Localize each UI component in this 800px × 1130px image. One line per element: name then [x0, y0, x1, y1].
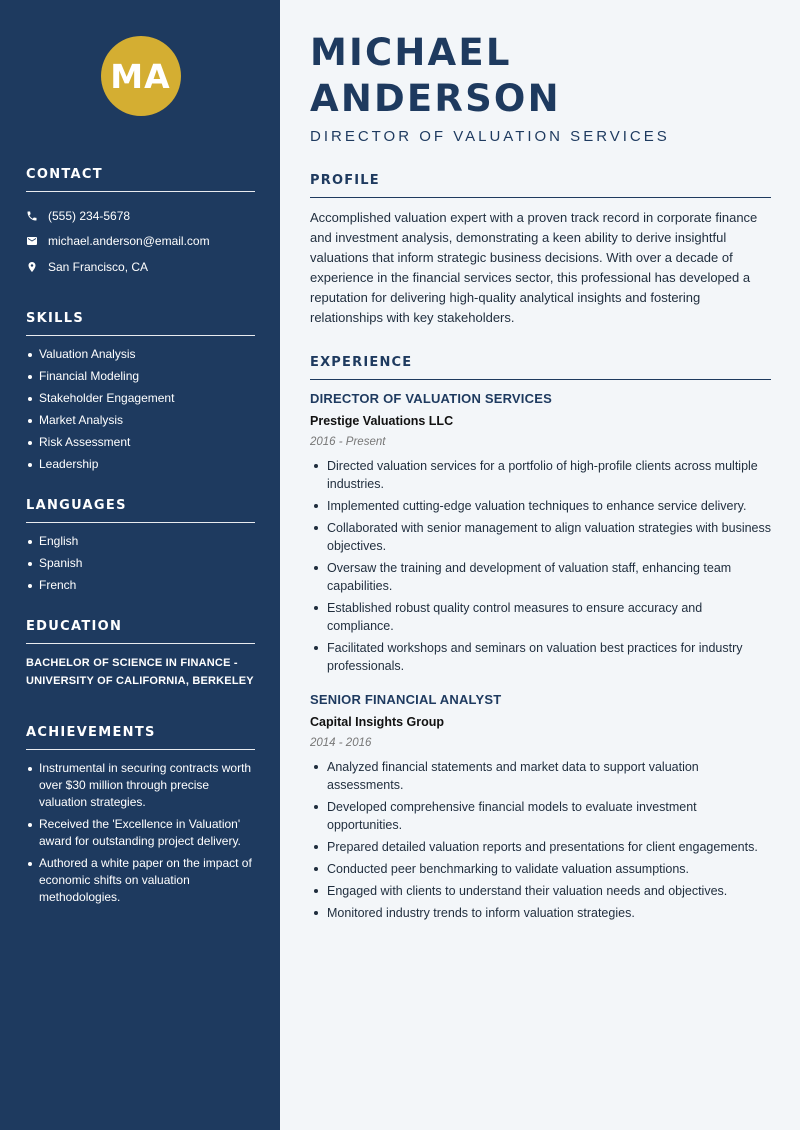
skills-heading: SKILLS — [26, 310, 85, 326]
candidate-name: MICHAEL ANDERSON — [310, 31, 561, 120]
job-role: DIRECTOR OF VALUATION SERVICES — [310, 391, 552, 406]
avatar: MA — [101, 36, 181, 116]
experience-section — [310, 355, 771, 922]
divider — [26, 335, 255, 336]
job-bullets — [310, 758, 771, 922]
list-item: Received the 'Excellence in Valuation' award for outstanding project delivery. — [26, 816, 255, 850]
job-company: Capital Insights Group — [310, 715, 445, 729]
list-item: Developed comprehensive financial models to evaluate investment opportunities. — [310, 798, 771, 834]
divider — [26, 643, 255, 644]
contact-list — [26, 203, 255, 280]
job-dates: 2016 - Present — [310, 436, 386, 448]
contact-phone — [26, 203, 255, 229]
list-item: Leadership — [26, 456, 255, 473]
job-bullets — [310, 457, 771, 675]
profile-heading: PROFILE — [310, 173, 380, 188]
location-pin-icon — [26, 261, 38, 273]
avatar-wrap — [26, 0, 255, 116]
job-entry — [310, 692, 771, 922]
location-text: San Francisco, CA — [48, 259, 149, 274]
divider — [310, 379, 771, 380]
list-item: Established robust quality control measures to ensure accuracy and compliance. — [310, 599, 771, 635]
divider — [26, 191, 255, 192]
list-item: Market Analysis — [26, 412, 255, 429]
list-item: Collaborated with senior management to align valuation strategies with business objectives. — [310, 519, 771, 555]
divider — [26, 749, 255, 750]
languages-list — [26, 533, 255, 594]
job-dates: 2014 - 2016 — [310, 737, 372, 749]
list-item: Financial Modeling — [26, 368, 255, 385]
list-item: Prepared detailed valuation reports and presentations for client engagements. — [310, 838, 771, 856]
skills-list — [26, 346, 255, 473]
list-item: Risk Assessment — [26, 434, 255, 451]
contact-section — [26, 167, 255, 280]
job-entry — [310, 391, 771, 675]
phone-text: (555) 234-5678 — [48, 208, 131, 223]
list-item: English — [26, 533, 255, 550]
languages-heading: LANGUAGES — [26, 497, 127, 513]
contact-email — [26, 229, 255, 255]
list-item: Implemented cutting-edge valuation techniques to enhance service delivery. — [310, 497, 771, 515]
divider — [310, 197, 771, 198]
contact-heading: CONTACT — [26, 167, 103, 182]
achievements-heading: ACHIEVEMENTS — [26, 724, 156, 740]
main-content — [280, 0, 800, 1130]
list-item: Conducted peer benchmarking to validate valuation assumptions. — [310, 860, 771, 878]
list-item: Stakeholder Engagement — [26, 390, 255, 407]
profile-text: Accomplished valuation expert with a proven track record in corporate finance and investment analysis, demonstrating a keen ability to derive insightful valuations that inform strategic business decisions. With over a decade of experience in the financial services sector, this professional has developed a reputation for delivering high-quality analytical insights and fostering relationships with key stakeholders. — [310, 210, 758, 325]
divider — [26, 522, 255, 523]
education-section — [26, 619, 255, 690]
list-item: Facilitated workshops and seminars on valuation best practices for industry professionals. — [310, 639, 771, 675]
list-item: French — [26, 577, 255, 594]
skills-section — [26, 311, 255, 473]
list-item: Spanish — [26, 555, 255, 572]
job-role: SENIOR FINANCIAL ANALYST — [310, 692, 502, 707]
list-item: Instrumental in securing contracts worth over $30 million through precise valuation strategies. — [26, 760, 255, 811]
sidebar — [0, 0, 280, 1130]
email-text: michael.anderson@email.com — [48, 234, 210, 249]
experience-heading: EXPERIENCE — [310, 355, 413, 370]
education-degree: BACHELOR OF SCIENCE IN FINANCE - UNIVERSITY OF CALIFORNIA, BERKELEY — [26, 656, 254, 687]
list-item: Authored a white paper on the impact of economic shifts on valuation methodologies. — [26, 855, 255, 906]
list-item: Valuation Analysis — [26, 346, 255, 363]
languages-section — [26, 498, 255, 594]
list-item: Monitored industry trends to inform valuation strategies. — [310, 904, 771, 922]
list-item: Oversaw the training and development of valuation staff, enhancing team capabilities. — [310, 559, 771, 595]
list-item: Analyzed financial statements and market data to support valuation assessments. — [310, 758, 771, 794]
list-item: Engaged with clients to understand their valuation needs and objectives. — [310, 882, 771, 900]
phone-icon — [26, 210, 38, 222]
email-icon — [26, 235, 38, 247]
achievements-section — [26, 725, 255, 906]
achievements-list — [26, 760, 255, 906]
education-heading: EDUCATION — [26, 618, 123, 634]
list-item: Directed valuation services for a portfolio of high-profile clients across multiple industries. — [310, 457, 771, 493]
job-company: Prestige Valuations LLC — [310, 414, 454, 428]
candidate-title: DIRECTOR OF VALUATION SERVICES — [310, 128, 670, 145]
profile-section — [310, 173, 771, 328]
contact-location — [26, 254, 255, 280]
